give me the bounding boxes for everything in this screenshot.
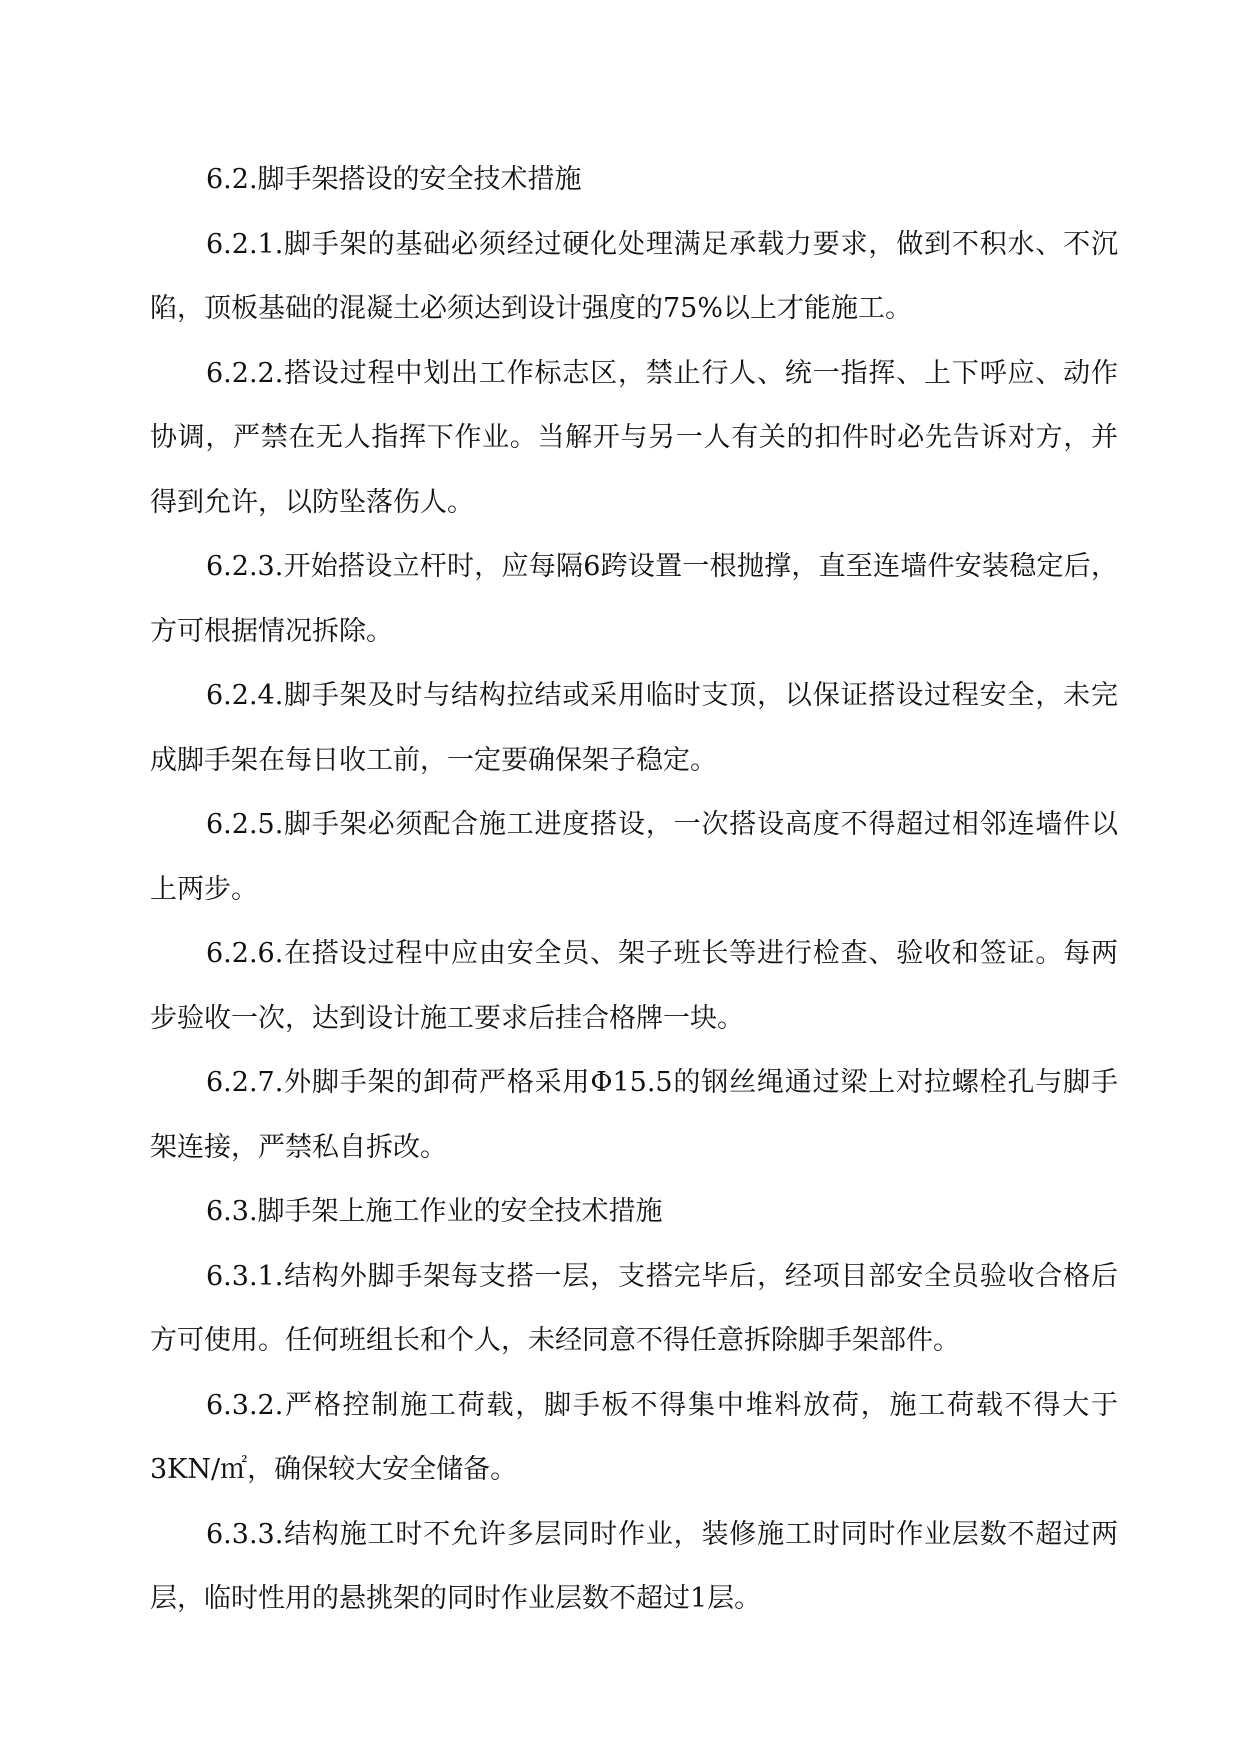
paragraph-6-2-6: 6.2.6.在搭设过程中应由安全员、架子班长等进行检查、验收和签证。每两步验收一次，达到设计施工要求后挂合格牌一块。: [150, 938, 1118, 1034]
paragraph-6-2-5: 6.2.5.脚手架必须配合施工进度搭设，一次搭设高度不得超过相邻连墙件以上两步。: [150, 809, 1118, 905]
section-heading-6-2: 6.2.脚手架搭设的安全技术措施: [206, 164, 582, 195]
paragraph-6-2-4: 6.2.4.脚手架及时与结构拉结或采用临时支顶，以保证搭设过程安全，未完成脚手架在每日收工前，一定要确保架子稳定。: [150, 680, 1118, 776]
paragraph-6-3-1: 6.3.1.结构外脚手架每支搭一层，支搭完毕后，经项目部安全员验收合格后方可使用。任何班组长和个人，未经同意不得任意拆除脚手架部件。: [150, 1260, 1118, 1356]
paragraph-6-2-2: 6.2.2.搭设过程中划出工作标志区，禁止行人、统一指挥、上下呼应、动作协调，严禁在无人指挥下作业。当解开与另一人有关的扣件时必先告诉对方，并得到允许，以防坠落伤人。: [150, 357, 1118, 518]
paragraph-6-3-3: 6.3.3.结构施工时不允许多层同时作业，装修施工时同时作业层数不超过两层，临时性用的悬挑架的同时作业层数不超过1层。: [150, 1518, 1118, 1614]
document-page: [150, 148, 1118, 1632]
paragraph-6-2-7: 6.2.7.外脚手架的卸荷严格采用Φ15.5的钢丝绳通过梁上对拉螺栓孔与脚手架连接，严禁私自拆改。: [150, 1067, 1118, 1163]
paragraph-6-3-2: 6.3.2.严格控制施工荷载，脚手板不得集中堆料放荷，施工荷载不得大于3KN/㎡，确保较大安全储备。: [150, 1389, 1118, 1485]
paragraph-6-2-1: 6.2.1.脚手架的基础必须经过硬化处理满足承载力要求，做到不积水、不沉陷，顶板基础的混凝土必须达到设计强度的75%以上才能施工。: [150, 228, 1118, 324]
paragraph-6-2-3: 6.2.3.开始搭设立杆时，应每隔6跨设置一根抛撑，直至连墙件安装稳定后，方可根据情况拆除。: [150, 551, 1118, 647]
section-heading-6-3: 6.3.脚手架上施工作业的安全技术措施: [206, 1196, 663, 1227]
